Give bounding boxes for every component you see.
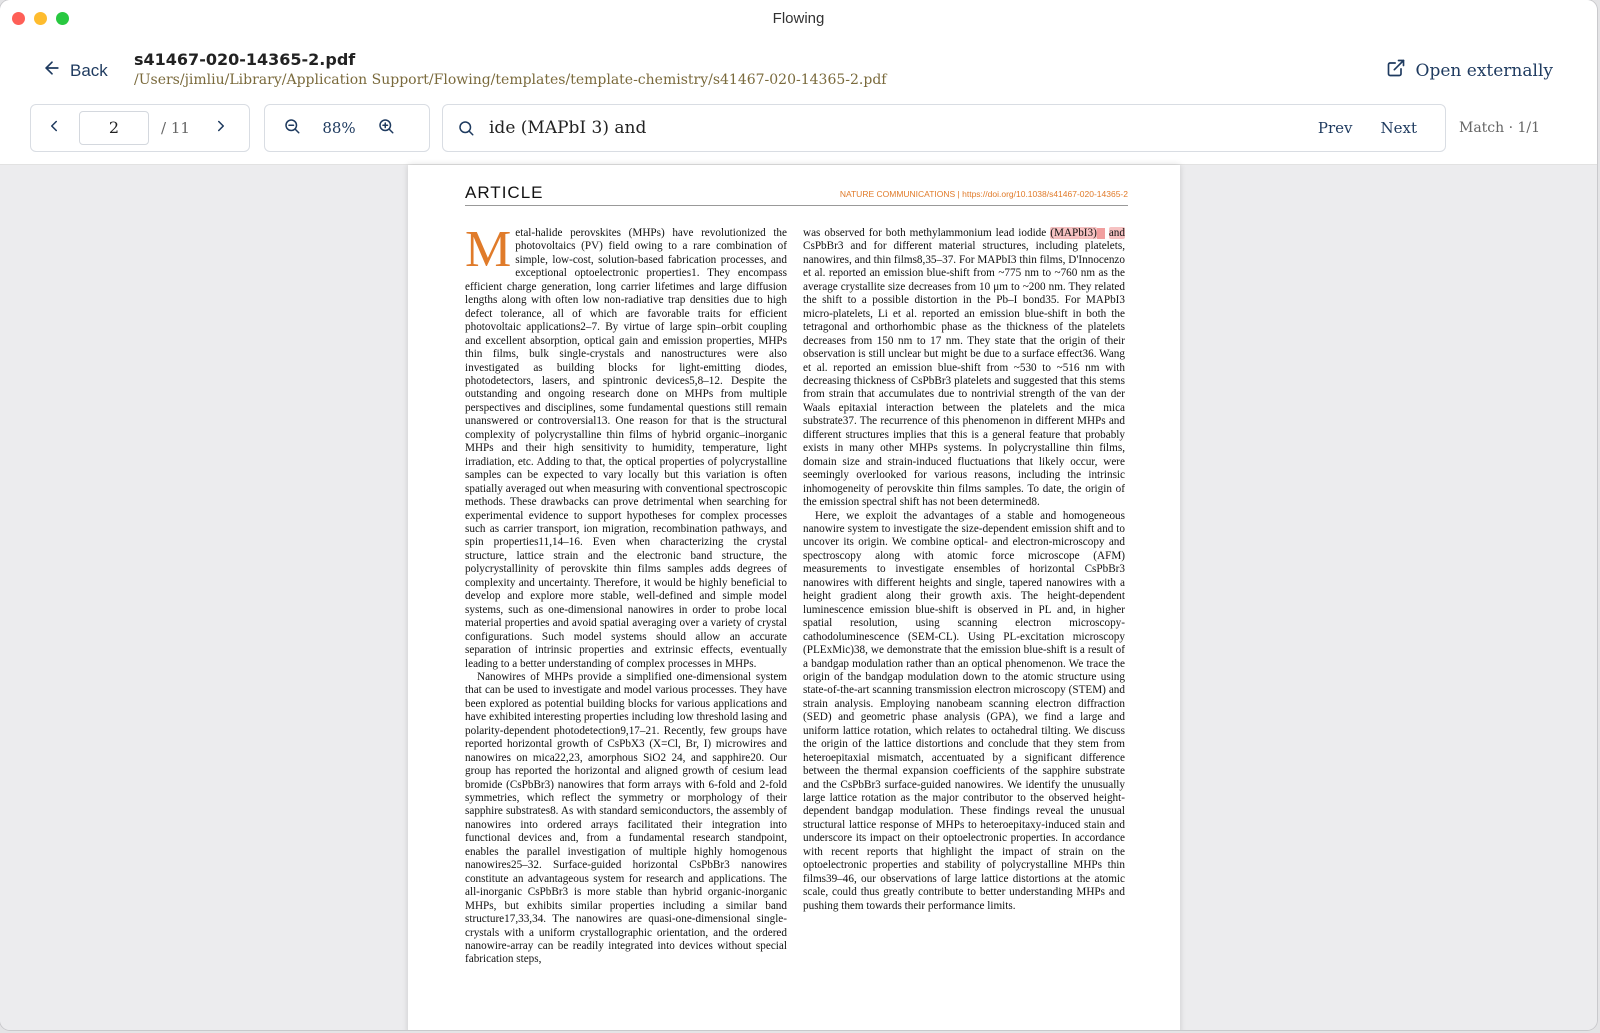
paragraph (465, 221, 787, 671)
search-bar (442, 104, 1446, 152)
chevron-left-icon (45, 117, 63, 140)
search-icon (451, 113, 481, 143)
prev-match-button[interactable]: Prev (1317, 119, 1353, 137)
zoom-level: 88% (322, 119, 356, 137)
external-link-icon (1386, 58, 1406, 83)
pdf-page (408, 165, 1180, 1030)
search-highlight: and (1108, 227, 1125, 239)
back-label: Back (70, 60, 108, 80)
zoom-in-icon (377, 117, 395, 140)
back-button[interactable] (42, 58, 108, 83)
search-highlight-marker (1097, 228, 1105, 239)
file-header (0, 38, 1597, 100)
paragraph (803, 227, 1125, 510)
zoom-out-button[interactable] (277, 113, 307, 143)
document-viewport[interactable] (0, 165, 1597, 1030)
page-header (465, 183, 1128, 206)
page-navigator (30, 104, 250, 152)
zoom-out-icon (283, 117, 301, 140)
zoom-in-button[interactable] (371, 113, 401, 143)
paragraph: Here, we exploit the advantages of a stable and homogeneous nanowire system to investigate the size-dependent emission shift and to uncover its origin. We combine optical- and electron-microscopy and spectroscopy along with atomic force microscope (AFM) measurements to investigate ensembles of horizontal CsPbBr3 nanowires with different heights and single, tapered nanowires with a height gradient along their growth axis. The height-dependent luminescence emission blue-shift is observed in PL and, in higher spatial resolution, using scanning electron microscopy-cathodoluminescence (SEM-CL). Using PL-excitation microscopy (PLExMic)38, we demonstrate that the emission blue-shift is a result of a bandgap modulation rather than an optical phenomenon. We trace the origin of the bandgap modulation down to the atomic structure using state-of-the-art scanning transmission electron microscopy (STEM) and strain analysis. Employing nanobeam scanning electron diffraction (SED) and geometric phase analysis (GPA), we find a large and uniform lattice rotation, which relates to octahedral tilting. We discuss the origin of the lattice distortions and conclude that they stem from heteroepitaxial mismatch, accentuated by a significant difference between the thermal expansion coefficients of the sapphire substrate and the CsPbBr3 surface-guided nanowires. We identify the unusually large lattice rotation as the major contributor to the observed height-dependent bandgap modulation. These findings reveal the unusual structural lattice response of MHPs to heteroepitaxy-induced stain and underscore its impact on their optoelectronic properties. In accordance with recent reports that highlight the impact of strain on the optoelectronic properties and stability of polycrystalline MHPs thin films39–46, our observations of large lattice distortions at the atomic scale, could thus greatly contribute to better understanding MHPs and pushing them towards their performance limits. (803, 509, 1125, 912)
next-match-button[interactable]: Next (1380, 119, 1417, 137)
open-externally-label: Open externally (1415, 60, 1553, 81)
paragraph-text: CsPbBr3 and for different material structures, including platelets, nanowires, and thin films8,35–37. For MAPbI3 thin films, D'Innocenzo et al. reported an emission blue-shift from ~775 nm to ~760 nm as the average crystallite size decreases from 10 μm to ~200 nm. They related the shift to a possible distortion in the Pb–I bond35. For MAPbI3 micro-platelets, Li et al. reported an emission blue-shift in both the tetragonal and orthorhombic phase as the thickness of the platelets decreases from 150 nm to 17 nm. They state that the origin of their observation is still unclear but might be due to a surface effect36. Wang et al. reported an emission blue-shift from ~530 to ~516 nm with decreasing thickness of CsPbBr3 platelets and suggested that this stems from strain that accumulates due to nontrivial strength of the van der Waals epitaxial interaction between the platelets and the mica substrate37. The recurrence of this phenomenon in different MHPs and different structures implies that this is a general feature that probably exists in many other MHPs systems. In polycrystalline thin films, domain size and strain-induced fluctuations that likely occur, were seemingly overlooked for various reasons, including the intrinsic inhomogeneity of perovskite thin films samples. To date, the origin of the emission spectral shift has not been determined8. (803, 240, 1125, 509)
article-label: ARTICLE (465, 183, 544, 202)
page-total: / 11 (161, 119, 190, 137)
paragraph-text: etal-halide perovskites (MHPs) have revolutionized the photovoltaics (PV) field owing to a rare combination of simple, low-cost, solution-based fabrication processes, and exceptional optoelectronic properties1. They encompass efficient charge generation, long carrier lifetimes and large diffusion lengths along with often low non-radiative trap densities due to high defect tolerance, all of which are favorable traits for efficient photovoltaic applications2–7. By virtue of large spin–orbit coupling and excellent absorption, optical gain and emission properties, MHPs thin films, bulk single-crystals and nanostructures were also investigated as building blocks for light-emitting diodes, photodetectors, lasers, and spintronic devices5,8–12. Despite the outstanding and ongoing research done on MHPs from multiple perspectives and disciplines, some fundamental questions still remain unanswered or controversial13. One reason for that is the structural complexity of polycrystalline thin films of hybrid organic–inorganic MHPs and their high sensitivity to humidity, temperature, light irradiation, etc. Adding to that, the optical properties of polycrystalline samples can be expected to vary locally but this variation is often spatially averaged out when measuring with conventional spectroscopic methods. These drawbacks can prove detrimental when searching for experimental evidence to support hypotheses for complex processes such as carrier transport, ion migration, recombination pathways, and spin properties11,14–16. Even when characterizing the crystal structure, lattice strain and the electronic band structure, the polycrystallinity of perovskite thin films samples adds degrees of complexity and uncertainty. Therefore, it would be highly beneficial to develop and explore more stable, well-defined and simple model systems, such as one-dimensional nanowires in order to probe local material properties and avoid spatial averaging over a variety of crystal configurations. Such model systems should allow an accurate separation of intrinsic properties and extrinsic effects, eventually leading to a better understanding of complex processes in MHPs. (465, 227, 787, 670)
window-title: Flowing (772, 10, 825, 27)
title-bar (0, 0, 1597, 38)
next-page-button[interactable] (206, 113, 236, 143)
paragraph-text: was observed for both methylammonium lead iodide (803, 227, 1047, 239)
arrow-left-icon (42, 58, 62, 83)
file-name: s41467-020-14365-2.pdf (134, 50, 356, 69)
open-externally-button[interactable] (1386, 58, 1553, 83)
search-input[interactable]: ide (MAPbI 3) and (489, 118, 647, 138)
previous-page-button[interactable] (39, 113, 69, 143)
match-counter: Match · 1/1 (1459, 120, 1541, 136)
viewer-toolbar (0, 100, 1597, 165)
journal-reference: NATURE COMMUNICATIONS | https://doi.org/10.1038/s41467-020-14365-2 (839, 189, 1128, 199)
dropcap: M (465, 221, 512, 278)
left-column (465, 221, 787, 967)
page-number-input[interactable]: 2 (79, 111, 149, 145)
zoom-control (264, 104, 430, 152)
chevron-right-icon (212, 117, 230, 140)
file-path: /Users/jimliu/Library/Application Support/Flowing/templates/template-chemistry/s41467-020-14365-2.pdf (134, 72, 887, 88)
paragraph: Nanowires of MHPs provide a simplified one-dimensional system that can be used to investigate and model various processes. They have been explored as potential building blocks for various applications and have exhibited interesting properties including low threshold lasing and polarity-dependent photodetection9,17–21. Recently, few groups have reported horizontal growth of CsPbX3 (X=Cl, Br, I) microwires and nanowires on mica22,23, amorphous SiO2 24, and sapphire20. Our group has reported the horizontal and aligned growth of cesium lead bromide (CsPbBr3) nanowires that form arrays with 6-fold and 2-fold symmetries, which reflect the symmetry or morphology of their sapphire substrates8. As with standard semiconductors, the assembly of nanowires into ordered arrays facilitated their integration into functional devices and, from a fundamental research standpoint, enables the parallel investigation of multiple highly homogenous nanowires25–32. Surface-guided horizontal CsPbBr3 nanowires constitute an advantageous system for research and applications. The all-inorganic CsPbBr3 is more stable than hybrid organic-inorganic MHPs, but exhibits similar properties including a similar band structure17,33,34. The nanowires are quasi-one-dimensional single-crystals with a uniform crystallographic orientation, and the ordered nanowire-array can be readily integrated into devices without special fabrication steps, (465, 670, 787, 966)
search-highlight: (MAPbI3) (1050, 227, 1097, 239)
right-column (803, 227, 1125, 913)
